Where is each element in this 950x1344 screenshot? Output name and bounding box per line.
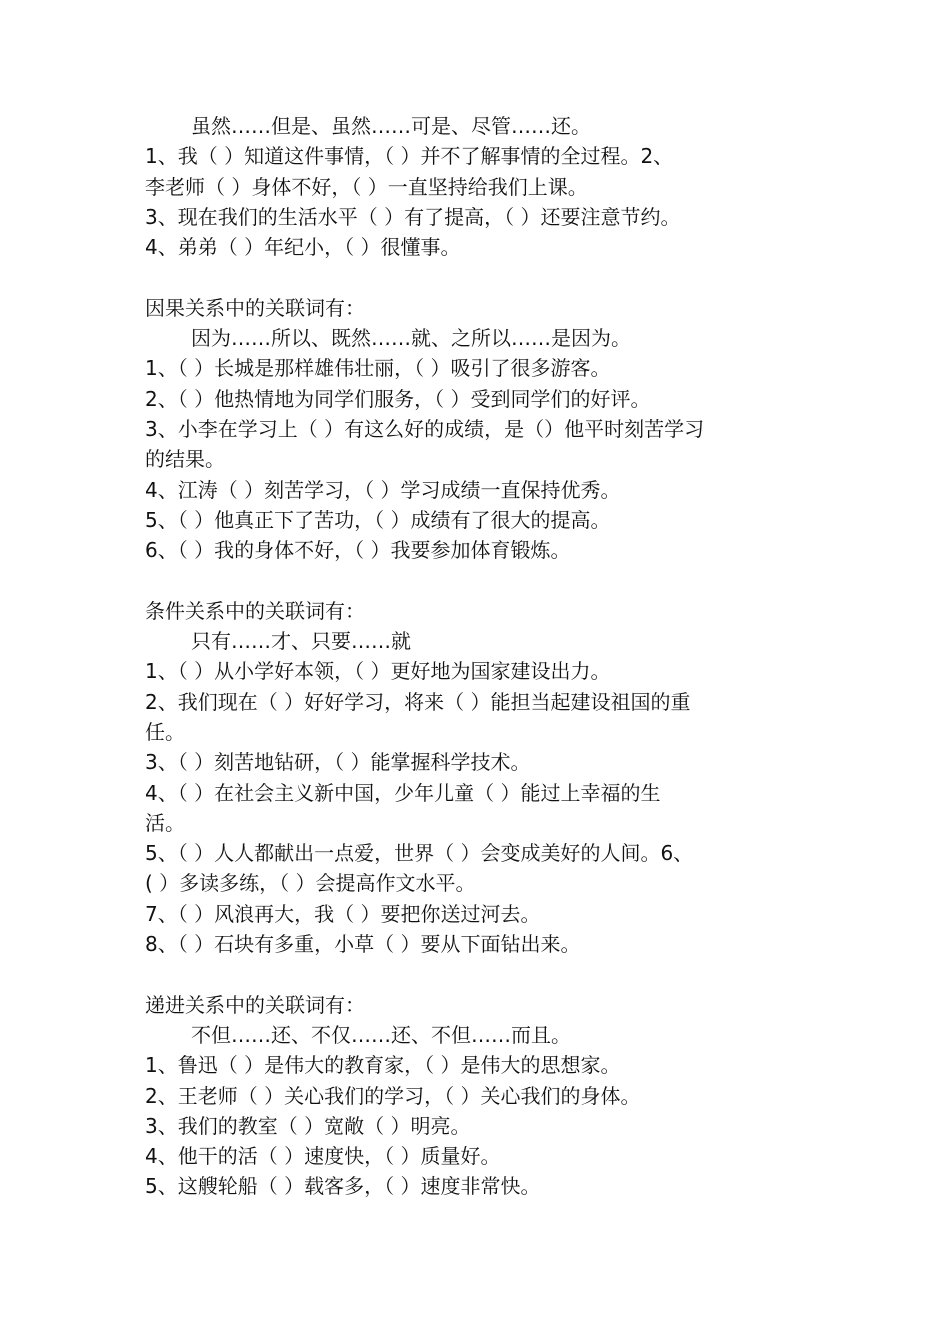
exercise-line: 2、（ ）他热情地为同学们服务，（ ）受到同学们的好评。 (145, 386, 651, 411)
exercise-line: 7、（ ）风浪再大，我（ ）要把你送过河去。 (145, 901, 541, 926)
exercise-line: 3、小李在学习上（ ）有这么好的成绩，是（）他平时刻苦学习 (145, 416, 705, 441)
exercise-line: 8、（ ）石块有多重，小草（ ）要从下面钻出来。 (145, 932, 581, 957)
exercise-line: 5、（ ）人人都献出一点爱，世界（ ）会变成美好的人间。6、 (145, 841, 694, 866)
exercise-line: 李老师（ ）身体不好，（ ）一直坚持给我们上课。 (145, 174, 588, 199)
spacer (145, 565, 825, 595)
section-cause-effect (145, 293, 825, 566)
section-progression (145, 990, 825, 1202)
section-words: 不但……还、不仅……还、不但……而且。 (191, 1022, 571, 1047)
section-words: 虽然……但是、虽然……可是、尽管……还。 (191, 114, 591, 138)
worksheet-page (145, 111, 825, 1202)
exercise-line: 2、我们现在（ ）好好学习，将来（ ）能担当起建设祖国的重 (145, 689, 691, 714)
exercise-line: 4、江涛（ ）刻苦学习，（ ）学习成绩一直保持优秀。 (145, 477, 621, 502)
exercise-line: 2、王老师（ ）关心我们的学习，（ ）关心我们的身体。 (145, 1083, 641, 1108)
section-condition (145, 596, 825, 960)
section-title: 条件关系中的关联词有： (145, 598, 365, 623)
exercise-line: 1、鲁迅（ ）是伟大的教育家，（ ）是伟大的思想家。 (145, 1053, 621, 1078)
section-title: 递进关系中的关联词有： (145, 992, 365, 1017)
exercise-line: 活。 (145, 810, 185, 835)
exercise-line: 1、我（ ）知道这件事情，（ ）并不了解事情的全过程。2、 (145, 144, 674, 169)
exercise-line: 4、弟弟（ ）年纪小，（ ）很懂事。 (145, 235, 461, 260)
exercise-line: 1、（ ）长城是那样雄伟壮丽，（ ）吸引了很多游客。 (145, 356, 611, 381)
section-words: 只有……才、只要……就 (191, 629, 411, 654)
exercise-line: 1、（ ）从小学好本领，（ ）更好地为国家建设出力。 (145, 659, 611, 684)
exercise-line: 4、他干的活（ ）速度快，（ ）质量好。 (145, 1144, 501, 1169)
section-contrast (145, 111, 825, 262)
section-words: 因为……所以、既然……就、之所以……是因为。 (191, 326, 631, 351)
spacer (145, 959, 825, 989)
exercise-line: 3、（ ）刻苦地钻研，（ ）能掌握科学技术。 (145, 750, 531, 775)
section-title: 因果关系中的关联词有： (145, 295, 365, 320)
exercise-line: 6、（ ）我的身体不好，（ ）我要参加体育锻炼。 (145, 538, 571, 563)
exercise-line: ( ）多读多练，（ ）会提高作文水平。 (145, 871, 476, 896)
exercise-line: 的结果。 (145, 447, 225, 472)
exercise-line: 4、（ ）在社会主义新中国，少年儿童（ ）能过上幸福的生 (145, 780, 661, 805)
exercise-line: 3、现在我们的生活水平（ ）有了提高，（ ）还要注意节约。 (145, 204, 681, 229)
exercise-line: 5、（ ）他真正下了苦功，（ ）成绩有了很大的提高。 (145, 507, 611, 532)
exercise-line: 5、这艘轮船（ ）载客多，（ ）速度非常快。 (145, 1174, 541, 1199)
spacer (145, 262, 825, 292)
exercise-line: 3、我们的教室（ ）宽敞（ ）明亮。 (145, 1113, 471, 1138)
exercise-line: 任。 (145, 719, 185, 744)
